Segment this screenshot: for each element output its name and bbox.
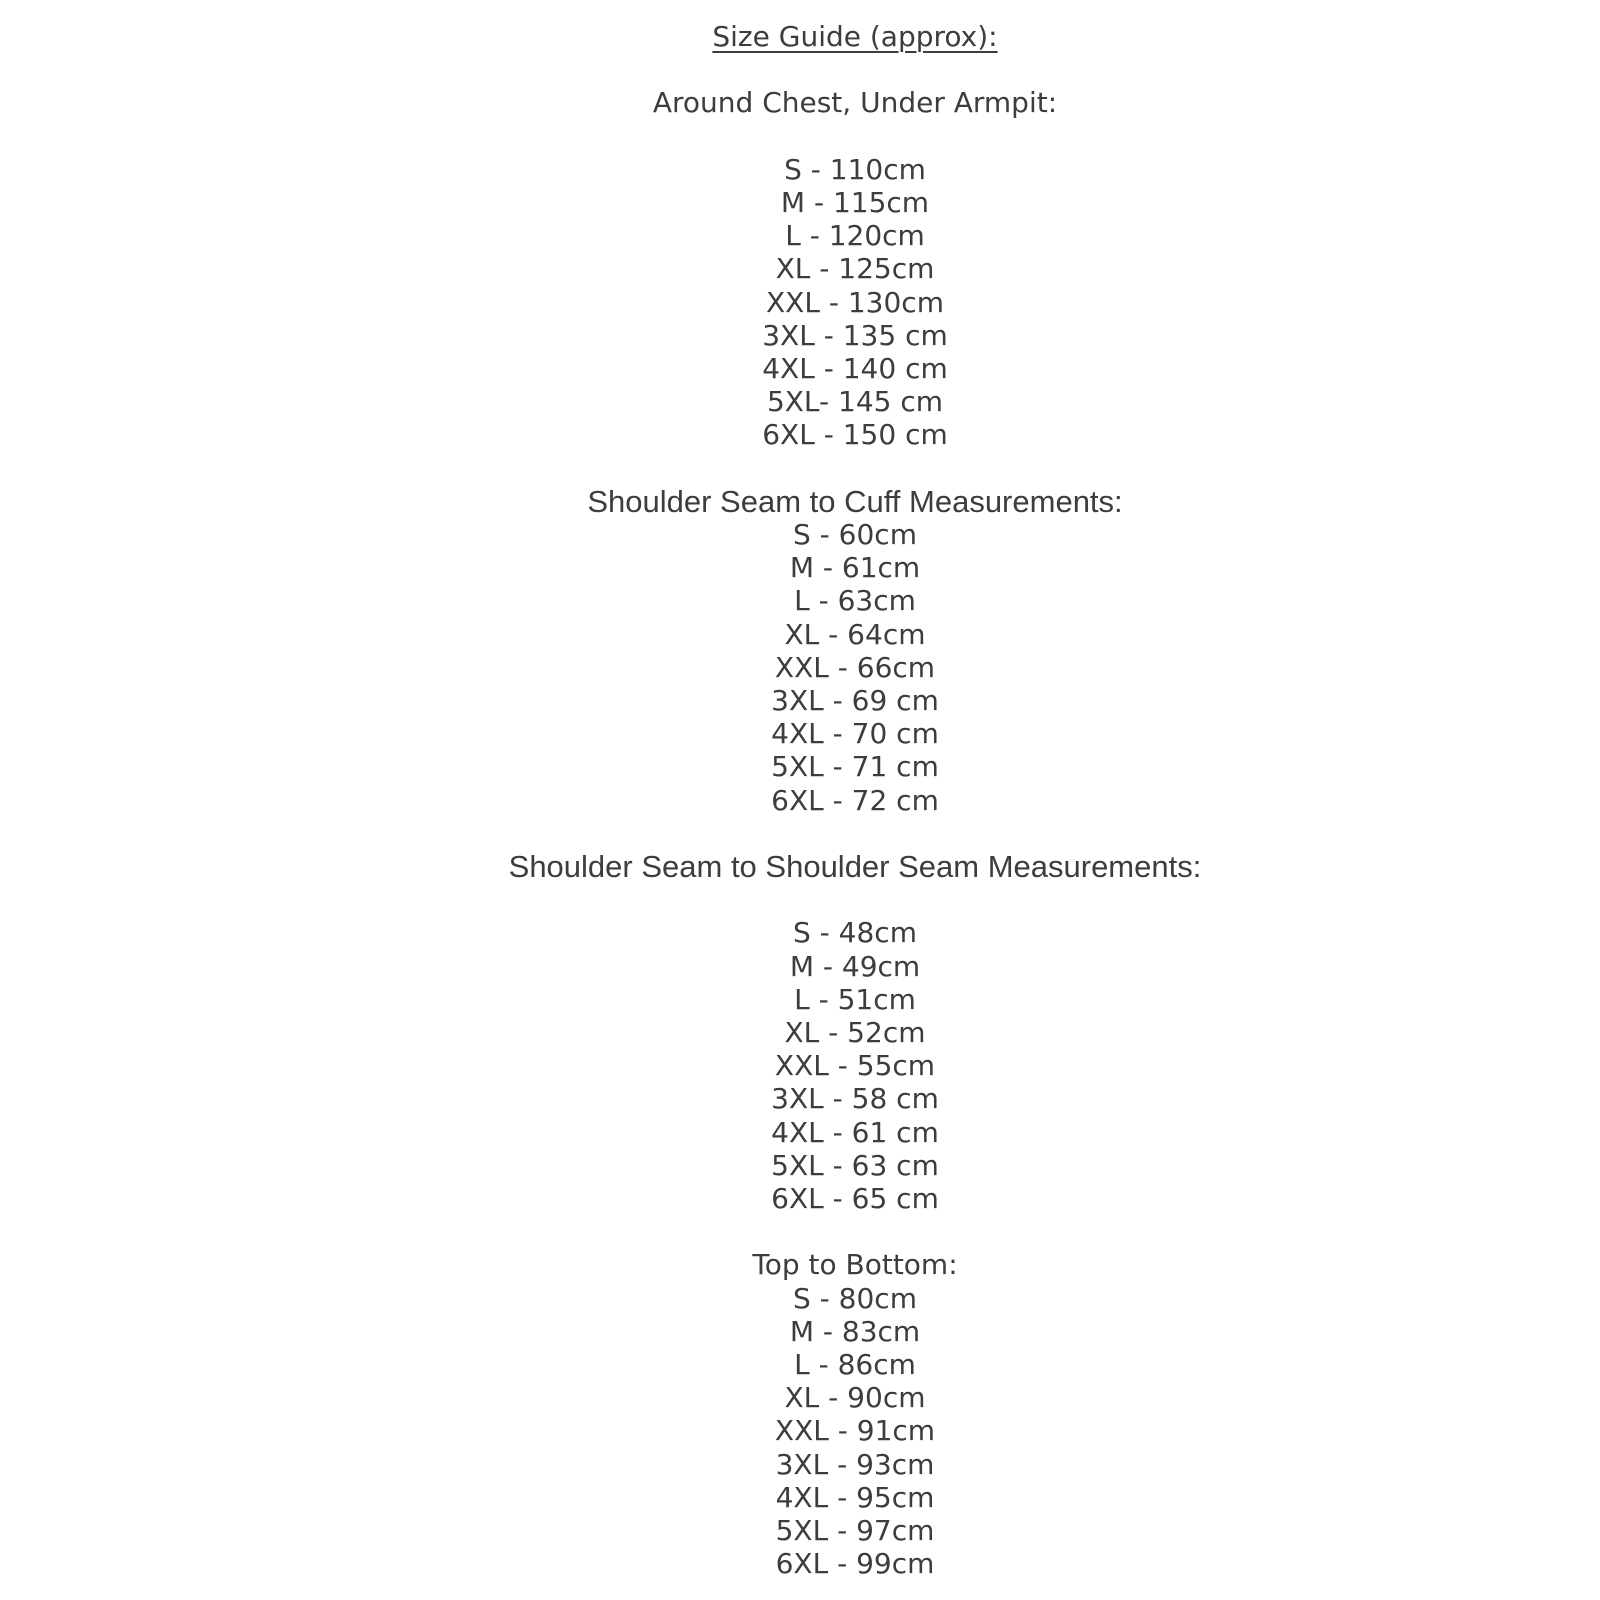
size-guide-title: Size Guide (approx): xyxy=(712,20,998,53)
size-row: 4XL - 140 cm xyxy=(762,352,948,385)
size-row: 4XL - 95cm xyxy=(775,1480,935,1514)
size-row: 6XL - 65 cm xyxy=(771,1182,939,1216)
size-row: L - 63cm xyxy=(794,584,916,618)
size-row: XXL - 91cm xyxy=(774,1414,936,1448)
section-heading-around-chest: Around Chest, Under Armpit: xyxy=(652,86,1058,120)
shoulder-to-shoulder-rows xyxy=(110,916,1600,1215)
size-row: S - 110cm xyxy=(784,152,926,186)
section-around-chest xyxy=(110,86,1600,451)
section-heading-top-to-bottom: Top to Bottom: xyxy=(752,1248,958,1282)
size-row: L - 51cm xyxy=(794,982,916,1016)
size-row: 3XL - 69 cm xyxy=(771,684,939,718)
size-row: 5XL- 145 cm xyxy=(766,385,944,419)
size-row: S - 60cm xyxy=(793,518,917,551)
size-row: M - 115cm xyxy=(780,185,930,219)
size-row: 3XL - 93cm xyxy=(775,1447,935,1481)
size-row: 3XL - 58 cm xyxy=(771,1082,939,1116)
section-shoulder-to-cuff xyxy=(110,485,1600,817)
section-heading-shoulder-to-cuff: Shoulder Seam to Cuff Measurements: xyxy=(587,483,1123,519)
size-row: 3XL - 135 cm xyxy=(762,318,948,352)
size-row: L - 86cm xyxy=(794,1348,916,1382)
section-top-to-bottom xyxy=(110,1248,1600,1580)
size-row: M - 49cm xyxy=(789,949,921,983)
size-row: 6XL - 99cm xyxy=(775,1547,935,1581)
size-row: 4XL - 70 cm xyxy=(771,717,939,751)
size-row: 6XL - 150 cm xyxy=(762,418,948,452)
size-row: M - 83cm xyxy=(789,1314,921,1348)
top-to-bottom-rows xyxy=(110,1282,1600,1581)
section-shoulder-to-shoulder xyxy=(110,850,1600,1215)
size-row: 5XL - 63 cm xyxy=(771,1148,939,1182)
size-row: XL - 125cm xyxy=(775,252,935,286)
size-row: XL - 64cm xyxy=(784,617,926,651)
section-heading-shoulder-to-shoulder: Shoulder Seam to Shoulder Seam Measurements: xyxy=(508,849,1202,885)
size-row: S - 48cm xyxy=(793,916,917,950)
size-row: 5XL - 71 cm xyxy=(771,750,939,784)
size-row: XXL - 66cm xyxy=(774,650,936,684)
around-chest-rows xyxy=(110,153,1600,452)
size-row: XXL - 55cm xyxy=(774,1049,936,1083)
size-row: 6XL - 72 cm xyxy=(771,783,939,817)
size-row: XL - 90cm xyxy=(784,1381,926,1415)
size-row: L - 120cm xyxy=(785,219,925,253)
size-row: 5XL - 97cm xyxy=(775,1514,935,1548)
size-row: XL - 52cm xyxy=(784,1016,926,1050)
size-row: S - 80cm xyxy=(793,1281,917,1315)
shoulder-to-cuff-rows xyxy=(110,518,1600,817)
size-row: M - 61cm xyxy=(789,551,921,585)
size-row: 4XL - 61 cm xyxy=(771,1115,939,1149)
size-row: XXL - 130cm xyxy=(766,285,944,319)
